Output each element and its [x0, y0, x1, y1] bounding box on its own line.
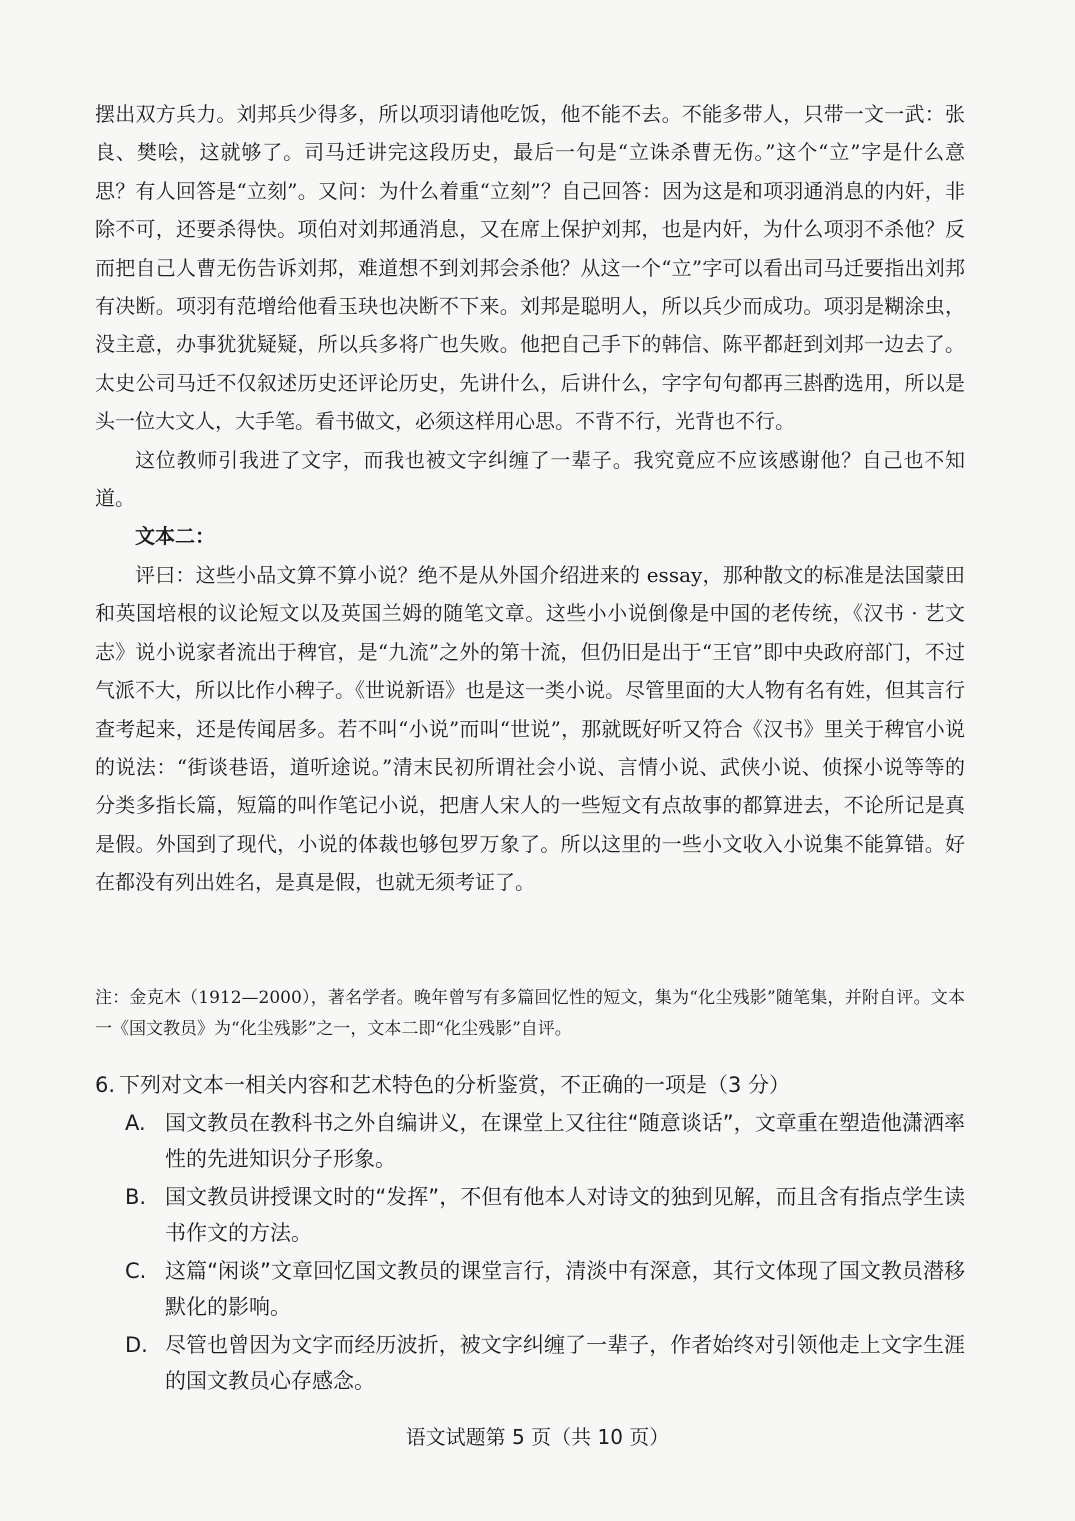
option-text: 国文教员讲授课文时的“发挥”，不但有他本人对诗文的独到见解，而且含有指点学生读书作文的方法。 — [165, 1185, 965, 1245]
page-footer: 语文试题第 5 页（共 10 页） — [405, 1425, 670, 1449]
option-text: 尽管也曾因为文字而经历波折，被文字纠缠了一辈子，作者始终对引领他走上文字生涯的国文教员心存感念。 — [165, 1333, 965, 1393]
option-c — [95, 1253, 965, 1325]
text-one-paragraph-1: 摆出双方兵力。刘邦兵少得多，所以项羽请他吃饭，他不能不去。不能多带人，只带一文一武：张良、樊哙，这就够了。司马迁讲完这段历史，最后一句是“立诛杀曹无伤。”这个“立”字是什么意思？有人回答是“立刻”。又问：为什么着重“立刻”？自己回答：因为这是和项羽通消息的内奸，非除不可，还要杀得快。项伯对刘邦通消息，又在席上保护刘邦，也是内奸，为什么项羽不杀他？反而把自己人曹无伤告诉刘邦，难道想不到刘邦会杀他？从这一个“立”字可以看出司马迁要指出刘邦有决断。项羽有范增给他看玉玦也决断不下来。刘邦是聪明人，所以兵少而成功。项羽是糊涂虫，没主意，办事犹犹疑疑，所以兵多将广也失败。他把自己手下的韩信、陈平都赶到刘邦一边去了。太史公司马迁不仅叙述历史还评论历史，先讲什么，后讲什么，字字句句都再三斟酌选用，所以是头一位大文人，大手笔。看书做文，必须这样用心思。不背不行，光背也不行。 — [95, 102, 965, 434]
text-two-paragraph: 评曰：这些小品文算不算小说？绝不是从外国介绍进来的 essay，那种散文的标准是法国蒙田和英国培根的议论短文以及英国兰姆的随笔文章。这些小小说倒像是中国的老传统，《汉书 · 艺文志》说小说家者流出于稗官，是“九流”之外的第十流，但仍旧是出于“王官”即中央政府部门，不过气派不大，所以比作小稗子。《世说新语》也是这一类小说。尽管里面的大人物有名有姓，但其言行查考起来，还是传闻居多。若不叫“小说”而叫“世说”，那就既好听又符合《汉书》里关于稗官小说的说法：“街谈巷语，道听途说。”清末民初所谓社会小说、言情小说、武侠小说、侦探小说等等的分类多指长篇，短篇的叫作笔记小说，把唐人宋人的一些短文有点故事的都算进去，不论所记是真是假。外国到了现代，小说的体裁也够包罗万象了。所以这里的一些小文收入小说集不能算错。好在都没有列出姓名，是真是假，也就无须考证了。 — [95, 562, 965, 895]
option-text: 这篇“闲谈”文章回忆国文教员的课堂言行，清淡中有深意，其行文体现了国文教员潜移默化的影响。 — [165, 1259, 965, 1319]
option-a — [95, 1105, 965, 1177]
question-6 — [95, 1067, 965, 1399]
text-one-paragraph-2: 这位教师引我进了文字，而我也被文字纠缠了一辈子。我究竟应不应该感谢他？自己也不知道。 — [95, 447, 965, 511]
text-two-title: 文本二： — [135, 524, 215, 549]
footnote — [95, 983, 965, 1045]
option-d — [95, 1327, 965, 1399]
question-number: 6. — [95, 1073, 116, 1097]
reading-passage — [95, 95, 965, 902]
option-label: B. — [125, 1185, 147, 1209]
option-b — [95, 1179, 965, 1251]
option-label: D. — [125, 1333, 148, 1357]
option-label: C. — [125, 1259, 147, 1283]
question-stem-text: 下列对文本一相关内容和艺术特色的分析鉴赏，不正确的一项是（3 分） — [119, 1073, 791, 1097]
footnote-text: 注：金克木（1912—2000），著名学者。晚年曾写有多篇回忆性的短文，集为“化尘残影”随笔集，并附自评。文本一《国文教员》为“化尘残影”之一，文本二即“化尘残影”自评。 — [95, 988, 965, 1039]
option-text: 国文教员在教科书之外自编讲义，在课堂上又往往“随意谈话”，文章重在塑造他潇洒率性的先进知识分子形象。 — [165, 1111, 965, 1171]
question-stem — [95, 1067, 965, 1103]
option-label: A. — [125, 1111, 146, 1135]
